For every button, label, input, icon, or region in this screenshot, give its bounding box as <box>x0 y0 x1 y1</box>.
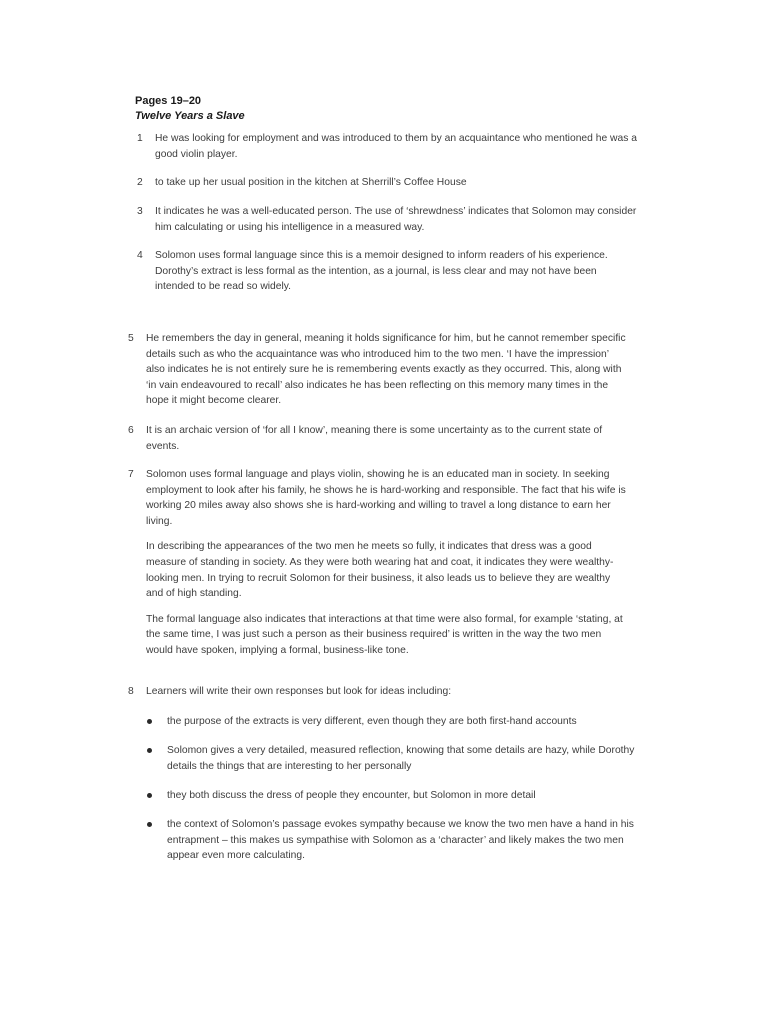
answer-paragraph: The formal language also indicates that interactions at that time were also formal, for example ‘stating, at the same time, I was just such a person as their business required’ is written in the way the two men would have spoken, implying a formal, business-like tone. <box>146 613 623 656</box>
page-range-heading: Pages 19–20 <box>135 95 202 107</box>
answer-body <box>146 331 628 409</box>
bullet-dot <box>147 793 152 798</box>
bullet-text: they both discuss the dress of people they encounter, but Solomon in more detail <box>167 790 536 801</box>
answer-paragraph: Solomon uses formal language and plays violin, showing he is an educated man in society. In seeking employment to look after his family, he shows he is hard-working and responsible. The fact that his wife is working 20 miles away also shows she is hard-working and willing to travel a long distance to earn her living. <box>146 469 626 527</box>
bullet-dot <box>147 719 152 724</box>
answer-paragraph: He was looking for employment and was introduced to them by an acquaintance who mentioned he was a good violin player. <box>155 133 637 160</box>
answer-number: 1 <box>137 133 143 144</box>
answer-paragraph: to take up her usual position in the kitchen at Sherrill’s Coffee House <box>155 177 467 188</box>
bullet-dot <box>147 748 152 753</box>
answer-body <box>146 423 628 454</box>
answer-number: 3 <box>137 206 143 217</box>
bullet-text: the context of Solomon’s passage evokes sympathy because we know the two men have a hand in his entrapment – this makes us sympathise with Solomon as a ‘character’ and likely makes the two men appear even more calculating. <box>167 819 634 862</box>
answer-body <box>155 131 637 162</box>
answer-paragraph: It indicates he was a well-educated person. The use of ‘shrewdness’ indicates that Solomon may consider him calculating or using his intelligence in a measured way. <box>155 206 637 233</box>
answer-body <box>155 175 637 191</box>
answer-paragraph: He remembers the day in general, meaning it holds significance for him, but he cannot remember specific details such as who the acquaintance was who introduced him to the two men. ‘I have the impression’ also indicates he is not entirely sure he is remembering events exactly as they occurred. This, along with ‘in vain endeavoured to recall’ also indicates he has been reflecting on this memory many times in the hope it might become clearer. <box>146 333 626 407</box>
bullet-text: the purpose of the extracts is very different, even though they are both first-hand accounts <box>167 716 577 727</box>
bullet-dot <box>147 822 152 827</box>
answer-paragraph: In describing the appearances of the two men he meets so fully, it indicates that dress was a good measure of standing in society. As they were both wearing hat and coat, it indicates they were wealthy-looking men. In trying to recruit Solomon for their business, it also leads us to believe they are wealthy and of high standing. <box>146 541 614 600</box>
answer-body <box>146 684 628 700</box>
answer-paragraph: It is an archaic version of ‘for all I know’, meaning there is some uncertainty as to the current state of events. <box>146 425 603 452</box>
answer-number: 4 <box>137 250 143 261</box>
answer-body <box>155 204 637 235</box>
bullet-text: Solomon gives a very detailed, measured reflection, knowing that some details are hazy, while Dorothy details the things that are interesting to her personally <box>167 745 635 772</box>
answer-number: 8 <box>128 686 134 697</box>
answer-number: 6 <box>128 425 134 436</box>
answer-paragraph: Solomon uses formal language since this is a memoir designed to inform readers of his experience. Dorothy’s extract is less formal as the intention, as a journal, is less clear and may not have been intended to be read so widely. <box>155 250 608 293</box>
book-title: Twelve Years a Slave <box>135 110 245 122</box>
answer-body <box>146 467 628 659</box>
answer-paragraph: Learners will write their own responses but look for ideas including: <box>146 686 452 697</box>
answer-number: 2 <box>137 177 143 188</box>
answer-number: 5 <box>128 333 134 344</box>
answer-number: 7 <box>128 469 134 480</box>
page-header <box>135 94 245 124</box>
answer-body <box>155 248 637 295</box>
